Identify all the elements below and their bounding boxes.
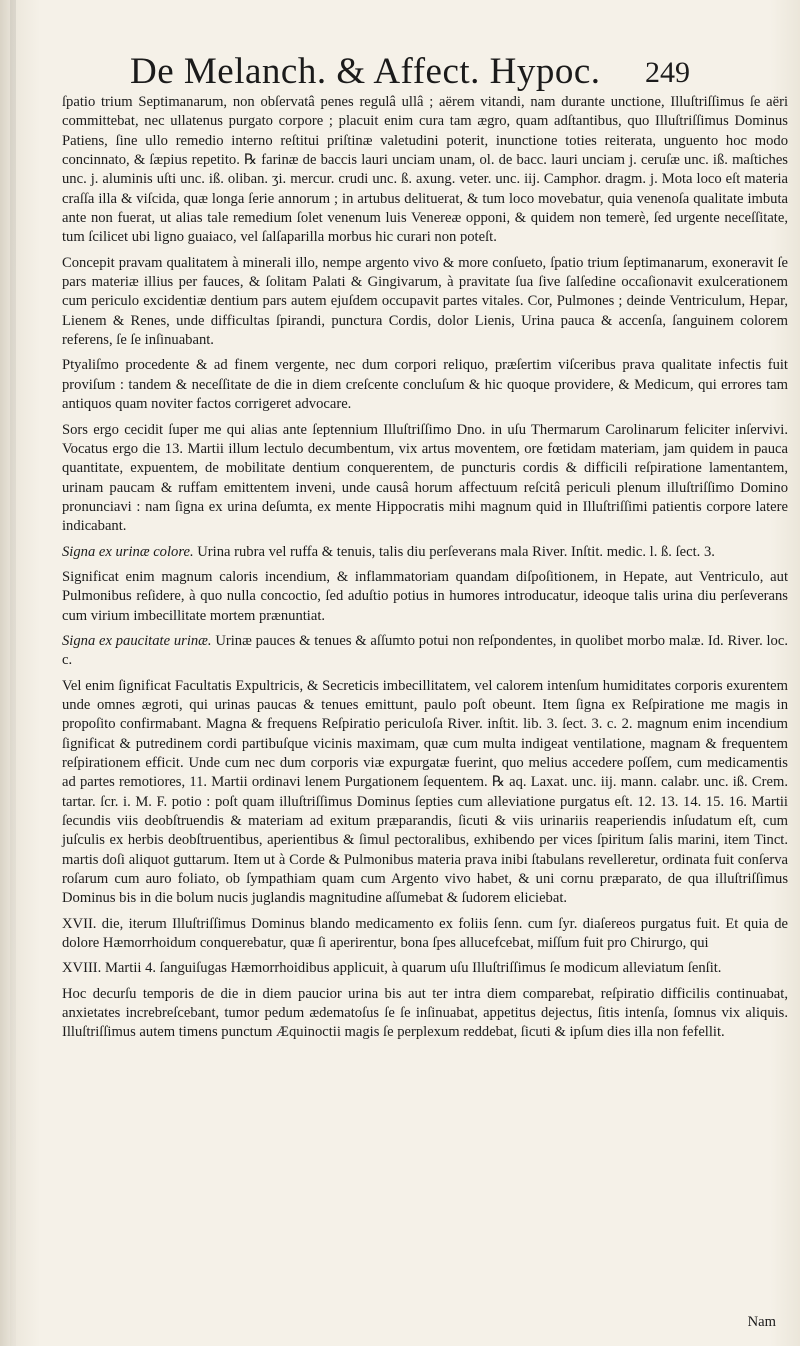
paragraph: Hoc decurſu temporis de die in diem paucior urina bis aut ter intra diem comparebat, reſpiratio difficilis continuabat, anxietates increbreſcebant, tumor pedum ædematoſus ſe ſe inſinuabat, appetitus dejectus, ſitis intenſa, ſomnus vix aliquis. Illuſtriſſimus autem timens punctum Æquinoctii magis ſe perplexum reddebat, ſicuti & ipſum dies illa non fefellit.	[62, 985, 788, 1041]
signa-label: Signa ex urinæ colore.	[62, 543, 194, 560]
page-number: 249	[645, 56, 690, 89]
signa-urine-color	[62, 543, 788, 562]
signa-urine-paucity	[62, 632, 788, 671]
signa-label: Signa ex paucitate urinæ.	[62, 632, 212, 649]
paragraph: XVII. die, iterum Illuſtriſſimus Dominus blando medicamento ex foliis ſenn. cum ſyr. diaſereos purgatus fuit. Et quia de dolore Hæmorrhoidum conquerebatur, quæ ſi aperirentur, bona ſpes allucefcebat, miſſum fuit pro Chirurgo, qui	[62, 915, 788, 952]
paragraph: Concepit pravam qualitatem à minerali illo, nempe argento vivo & more conſueto, ſpatio trium ſeptimanarum, exoneravit ſe pars materiæ illius per fauces, & ſolitam Palati & Gingivarum, à pravitate ſua ſive ſalſedine occaſionavit exulcerationem cum periculo excidentiæ dentium pars autem ejuſdem occupavit partes vitales. Cor, Pulmones ; deinde Ventriculum, Hepar, Lienem & Renes, unde difficultas ſpirandi, punctura Cordis, dolor Lienis, Urina pauca & accenſa, ſanguinem colorem referens, ſe ſe inſinuabant.	[62, 254, 788, 349]
paragraph: Significat enim magnum caloris incendium, & inflammatoriam quandam diſpoſitionem, in Hepate, aut Ventriculo, aut Pulmonibus reſidere, à quo nulla concoctio, ſed aduſtio potius in humores introducatur, ideoque talis urina diu perſeverans cum virium imbecillitate mortem prænuntiat.	[62, 568, 788, 624]
paragraph: XVIII. Martii 4. ſanguiſugas Hæmorrhoidibus applicuit, à quarum uſu Illuſtriſſimus ſe modicum alleviatum ſenſit.	[62, 960, 722, 977]
signa-text: Urina rubra vel ruffa & tenuis, talis diu perſeverans mala River. Inſtit. medic. l. ß. ſect. 3.	[197, 543, 715, 560]
paragraph: ſpatio trium Septimanarum, non obſervatâ penes regulâ ullâ ; aërem vitandi, nam durante unctione, Illuſtriſſimus ſe aëri committebat, nec ullatenus purgato corpore ; placuit enim cura tam ægro, quam adſtantibus, quo Illuſtriſſimus Dominus Patiens, ſine ullo remedio interno reſtitui priſtinæ valetudini poterit, inunctione toties reiterata, unguento hoc modo concinnato, & ſæpius repetito. ℞ farinæ de baccis lauri unciam unam, ol. de bacc. lauri unciam j. ceruſæ unc. iß. maſtiches unc. j. aluminis uſti unc. iß. oliban. ʒi. mercur. crudi unc. ß. axung. veter. unc. iij. Camphor. dragm. j. Mota loco eſt materia craſſa illa & viſcida, quæ longa ſerie annorum ; in artubus delituerat, & tum loco movebatur, quia venenoſa qualitate imbuta ante non fuerat, ut alias tale remedium ſolet venenum luis Venereæ opponi, & quidem non temerè, ſed urgente neceſſitate, tum ſcilicet ubi ligno guaiaco, vel ſalſaparilla morbus hic curari non poteſt.	[62, 94, 788, 246]
catchword: Nam	[747, 1314, 776, 1330]
text-body	[62, 93, 788, 1049]
paragraph: Ptyaliſmo procedente & ad finem vergente, nec dum corpori reliquo, præſertim viſceribus prava qualitate infectis fuit proviſum : tandem & neceſſitate de die in diem creſcente concluſum & hic quoque providere, & Medicum, qui errores tam antiquos quam noviter factos corrigeret advocare.	[62, 357, 788, 413]
signa-text: Urinæ pauces & tenues & aſſumto potui non reſpondentes, in quolibet morbo malæ. Id. River. loc. c.	[62, 632, 788, 669]
running-title: De Melanch. & Affect. Hypoc.	[130, 51, 601, 92]
gutter-shadow	[10, 0, 16, 1346]
paragraph: Vel enim ſignificat Facultatis Expultricis, & Secreticis imbecillitatem, vel calorem intenſum humiditates corporis exurentem unde omnes ægroti, qui urinas paucas & tenues emittunt, paulo poſt obeunt. Item ſigna ex Reſpiratione me magis in propoſito confirmabant. Magna & frequens Reſpiratio periculoſa River. inſtit. lib. 3. ſect. 3. c. 2. magnum enim incendium ſignificat & putredinem cordi partibuſque vicinis maximam, quæ cum multa indigeat ventilatione, magnam & frequentem reſpirationem efficit. Unde cum nec dum corporis viæ expurgatæ fuerint, quo melius accedere poſſem, cum medicamentis ad partes remotiores, 11. Martii ordinavi lenem Purgationem ſequentem. ℞ aq. Laxat. unc. iij. mann. calabr. unc. iß. Crem. tartar. ſcr. i. M. F. potio : poſt quam illuſtriſſimus Dominus ſepties cum alleviatione purgatus eſt. 12. 13. 14. 15. 16. Martii ſecundis viis deobſtruendis & materiam ad exitum præparandis, ſicuti & viis urinariis reaperiendis inſudatum eſt, cum juſculis ex herbis deobſtruentibus, aperientibus & ſimul pectoralibus, exhibendo per vices ſpiritum ſalis marini, item Tinct. martis doſi aliquot guttarum. Item ut à Corde & Pulmonibus materia prava inibi ſtabulans revelleretur, ordinata fuit conſerva roſarum cum auro foliato, ob ſympathiam quam cum Argento vivo habet, & uni cornu præparato, de qua illuſtriſſimus Dominus bis in die bolum nucis juglandis magnitudine aſſumebat & ſudorem eliciebat.	[62, 677, 788, 907]
running-header	[130, 50, 690, 96]
paragraph: Sors ergo cecidit ſuper me qui alias ante ſeptennium Illuſtriſſimo Dno. in uſu Thermarum Carolinarum feliciter inſervivi. Vocatus ergo die 13. Martii illum lectulo decumbentum, vix artus moventem, ore fœtidam materiam, jam quidem in pauca quantitate, expuentem, de mobilitate dentium conquerentem, de puncturis cordis & difficili reſpiratione lamentantem, urinam paucam & ruffam emittentem inveni, unde causâ horum affectuum reſcitâ periculi plenum illuſtriſſimo Domino pronunciavi : nam ſigna ex urina deſumta, ex mente Hippocratis mihi magnum quid in Illuſtriſſimi patientis corpore latere indicabant.	[62, 421, 788, 535]
